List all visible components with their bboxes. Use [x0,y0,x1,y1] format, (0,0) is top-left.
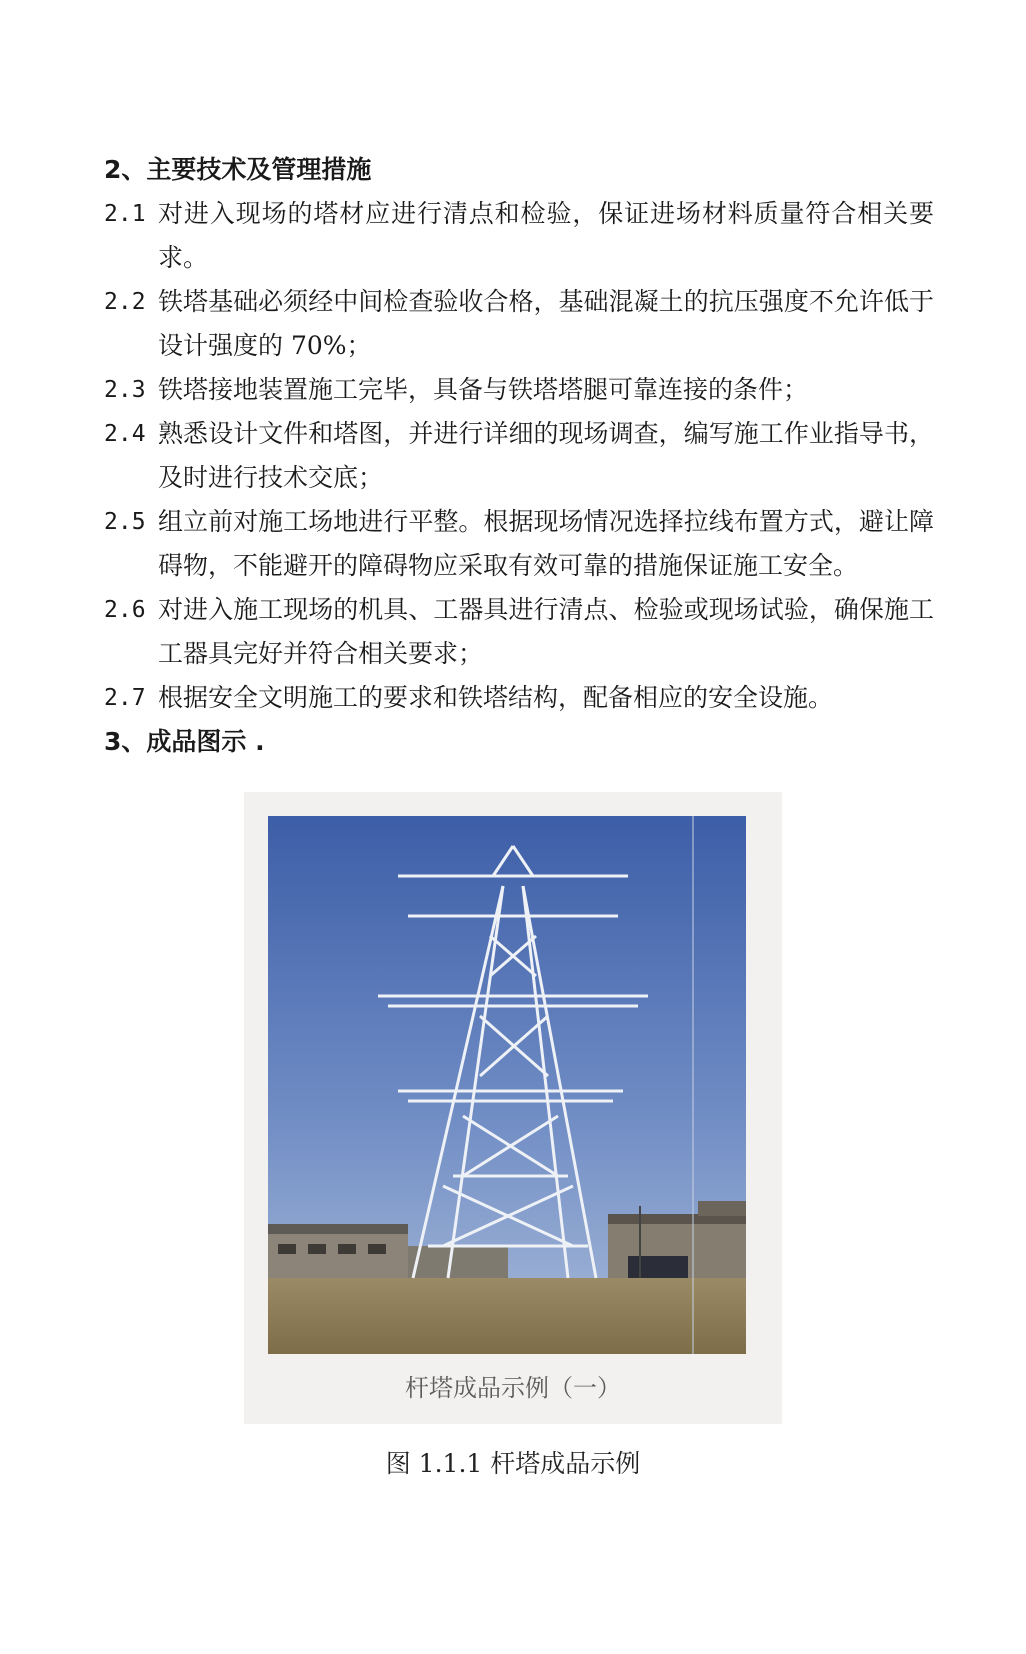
item-number: 2.3 [104,377,146,403]
list-item-2-5 [104,500,934,588]
figure-caption: 图 1.1.1 杆塔成品示例 [385,1449,641,1478]
photo-caption: 杆塔成品示例（一） [405,1374,621,1402]
item-text: 对进入施工现场的机具、工器具进行清点、检验或现场试验，确保施工工器具完好并符合相关要求； [158,595,934,668]
item-number: 2.4 [104,421,146,447]
list-item-2-7 [104,676,934,720]
section-2-heading: 2、主要技术及管理措施 [104,155,372,184]
list-item-2-1 [104,192,934,280]
item-text: 组立前对施工场地进行平整。根据现场情况选择拉线布置方式，避让障碍物，不能避开的障碍物应采取有效可靠的措施保证施工安全。 [158,507,934,580]
text-content [104,148,934,764]
photo-frame [244,792,782,1424]
list-item-2-3 [104,368,934,412]
transmission-tower-photo [268,816,746,1354]
item-text: 对进入现场的塔材应进行清点和检验，保证进场材料质量符合相关要求。 [158,199,934,272]
item-text: 铁塔基础必须经中间检查验收合格，基础混凝土的抗压强度不允许低于设计强度的 70%； [158,287,934,360]
item-text: 铁塔接地装置施工完毕，具备与铁塔塔腿可靠连接的条件； [158,375,809,404]
list-item-2-6 [104,588,934,676]
section-3-heading: 3、成品图示 . [104,727,265,756]
item-text: 根据安全文明施工的要求和铁塔结构，配备相应的安全设施。 [158,683,834,712]
list-item-2-4 [104,412,934,500]
item-number: 2.2 [104,289,146,315]
item-number: 2.7 [104,685,146,711]
item-number: 2.6 [104,597,146,623]
item-text: 熟悉设计文件和塔图，并进行详细的现场调查，编写施工作业指导书，及时进行技术交底； [158,419,934,492]
list-item-2-2 [104,280,934,368]
item-number: 2.1 [104,201,146,227]
item-number: 2.5 [104,509,146,535]
